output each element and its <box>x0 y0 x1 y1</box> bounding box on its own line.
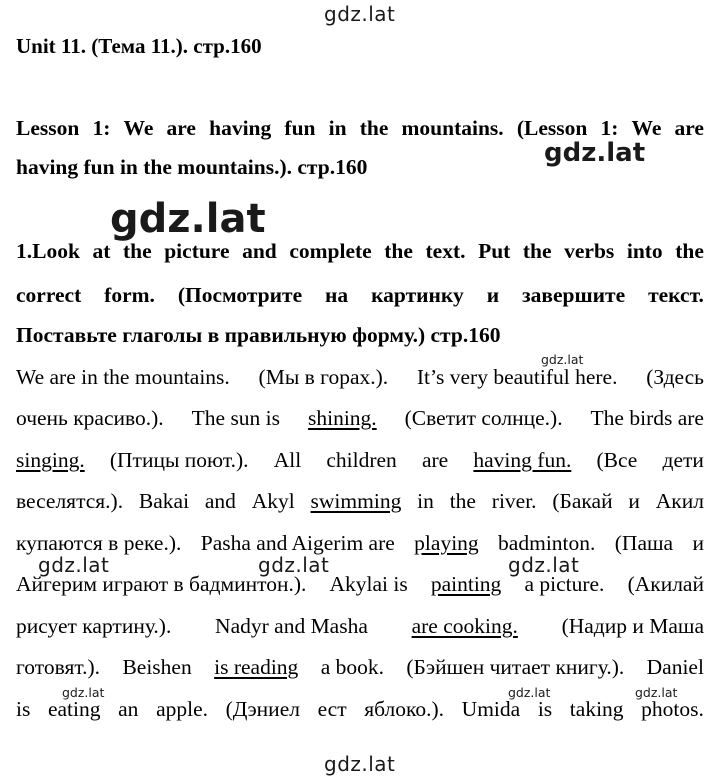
answer-word: singing. <box>16 448 85 472</box>
text-line <box>16 574 704 596</box>
text-segment: Акил <box>655 489 704 513</box>
text-segment: an <box>118 697 139 721</box>
text-segment: photos. <box>641 697 704 721</box>
text-segment: The birds are <box>590 406 704 430</box>
text-segment: The sun is <box>191 406 281 430</box>
watermark-top: gdz.lat <box>324 2 396 26</box>
text-segment: eating <box>47 697 101 721</box>
text-segment: fun <box>284 116 316 140</box>
text-segment: Akyl <box>251 489 295 513</box>
text-segment: picture <box>164 239 230 263</box>
answer-word: is reading <box>214 655 299 679</box>
text-segment: We are in the mountains. <box>16 365 230 389</box>
text-segment: Beishen <box>122 655 192 679</box>
text-segment: (Бакай <box>552 489 613 513</box>
text-segment: taking <box>569 697 624 721</box>
text-segment: (Посмотрите <box>177 283 303 307</box>
watermark-small: gdz.lat <box>508 553 580 577</box>
answer-word: painting <box>430 572 502 596</box>
unit-title: Unit 11. (Тема 11.). стр.160 <box>16 34 262 58</box>
text-segment: mountains. <box>401 116 504 140</box>
text-segment: на <box>325 283 349 307</box>
answer-word: shining. <box>307 406 377 430</box>
text-segment: a book. <box>320 655 384 679</box>
watermark-small: gdz.lat <box>38 553 110 577</box>
text-segment: the <box>522 239 552 263</box>
text-line <box>16 285 704 307</box>
text-segment: очень красиво.). <box>16 406 164 430</box>
text-segment: river. <box>491 489 537 513</box>
text-segment: Daniel <box>646 655 704 679</box>
watermark-small: gdz.lat <box>258 553 330 577</box>
text-segment: ест <box>317 697 347 721</box>
text-segment: купаются в реке.). <box>16 531 182 555</box>
text-segment: Put <box>478 239 511 263</box>
text-segment: веселятся.). <box>16 489 124 513</box>
text-segment: (Птицы поют.). <box>109 448 249 472</box>
text-segment: correct <box>16 283 82 307</box>
text-segment: текст. <box>648 283 704 307</box>
watermark-big-left: gdz.lat <box>110 196 266 242</box>
text-segment: и <box>692 531 704 555</box>
text-segment: in <box>328 116 347 140</box>
text-segment: рисует картину.). <box>16 614 172 638</box>
watermark-big-right: gdz.lat <box>544 138 646 168</box>
text-segment: Akylai is <box>329 572 408 596</box>
watermark-small: gdz.lat <box>635 685 678 700</box>
text-segment: и <box>486 283 500 307</box>
text-segment: Umida <box>461 697 521 721</box>
text-segment: дети <box>662 448 704 472</box>
text-segment: and <box>242 239 277 263</box>
text-segment: at <box>92 239 111 263</box>
text-segment: It’s very beautiful here. <box>416 365 618 389</box>
text-segment: is <box>16 697 31 721</box>
text-line <box>16 657 704 679</box>
text-segment: badminton. <box>498 531 596 555</box>
text-line <box>16 699 704 721</box>
text-segment: (Паша <box>614 531 674 555</box>
answer-word: are cooking. <box>411 614 518 638</box>
text-segment: having <box>209 116 272 140</box>
text-segment: (Надир и Маша <box>561 614 704 638</box>
watermark-small: gdz.lat <box>508 685 551 700</box>
text-segment: the <box>384 239 413 263</box>
text-segment: into <box>626 239 663 263</box>
text-segment: form. <box>104 283 155 307</box>
text-line <box>16 450 704 472</box>
text-segment: 1.Look <box>16 239 80 263</box>
text-segment: Поставьте глаголы в правильную форму.) стр.160 <box>16 323 501 347</box>
answer-word: having fun. <box>473 448 572 472</box>
text-segment: 1: <box>600 116 619 140</box>
text-line <box>16 241 704 263</box>
text-segment: и <box>628 489 640 513</box>
text-segment: (Мы в горах.). <box>258 365 389 389</box>
text-segment: (Бэйшен читает книгу.). <box>406 655 625 679</box>
text-segment: is <box>537 697 553 721</box>
text-segment: яблоко.). <box>364 697 445 721</box>
text-segment: (Светит солнце.). <box>404 406 563 430</box>
text-segment: are <box>166 116 196 140</box>
watermark-bottom: gdz.lat <box>324 752 396 776</box>
text-segment: All <box>273 448 302 472</box>
text-line <box>16 408 704 430</box>
text-segment: are <box>674 116 704 140</box>
text-line <box>16 491 704 513</box>
text-segment: готовят.). <box>16 655 101 679</box>
text-segment: and <box>204 489 236 513</box>
watermark-small: gdz.lat <box>62 685 105 700</box>
text-line <box>16 533 704 555</box>
text-line <box>16 367 704 389</box>
text-segment: We <box>631 116 662 140</box>
text-segment: the <box>675 239 704 263</box>
text-segment: Айгерим играют в бадминтон.). <box>16 572 307 596</box>
text-segment: (Дэниел <box>225 697 300 721</box>
text-segment: text. <box>425 239 466 263</box>
text-line <box>16 325 704 347</box>
text-segment: complete <box>289 239 372 263</box>
text-segment: Nadyr and Masha <box>215 614 368 638</box>
text-segment: Pasha and Aigerim are <box>200 531 395 555</box>
text-segment: children <box>326 448 397 472</box>
text-segment: (Акилай <box>627 572 704 596</box>
text-segment: (Здесь <box>646 365 704 389</box>
text-segment: the <box>449 489 476 513</box>
text-segment: a picture. <box>524 572 605 596</box>
text-segment: are <box>421 448 449 472</box>
text-segment: Bakai <box>138 489 190 513</box>
text-segment: We <box>123 116 154 140</box>
answer-word: playing <box>414 531 479 555</box>
answer-word: swimming <box>310 489 402 513</box>
text-segment: завершите <box>522 283 626 307</box>
text-line <box>16 616 704 638</box>
text-segment: Lesson <box>16 116 80 140</box>
text-segment: (Все <box>596 448 638 472</box>
text-segment: the <box>359 116 389 140</box>
text-segment: the <box>122 239 152 263</box>
text-segment: having fun in the mountains.). стр.160 <box>16 155 368 179</box>
text-segment: 1: <box>92 116 111 140</box>
text-line <box>16 118 704 140</box>
watermark-small: gdz.lat <box>541 352 584 367</box>
text-segment: (Lesson <box>516 116 588 140</box>
text-segment: apple. <box>156 697 208 721</box>
text-segment: verbs <box>564 239 615 263</box>
text-segment: картинку <box>371 283 464 307</box>
text-segment: in <box>417 489 434 513</box>
